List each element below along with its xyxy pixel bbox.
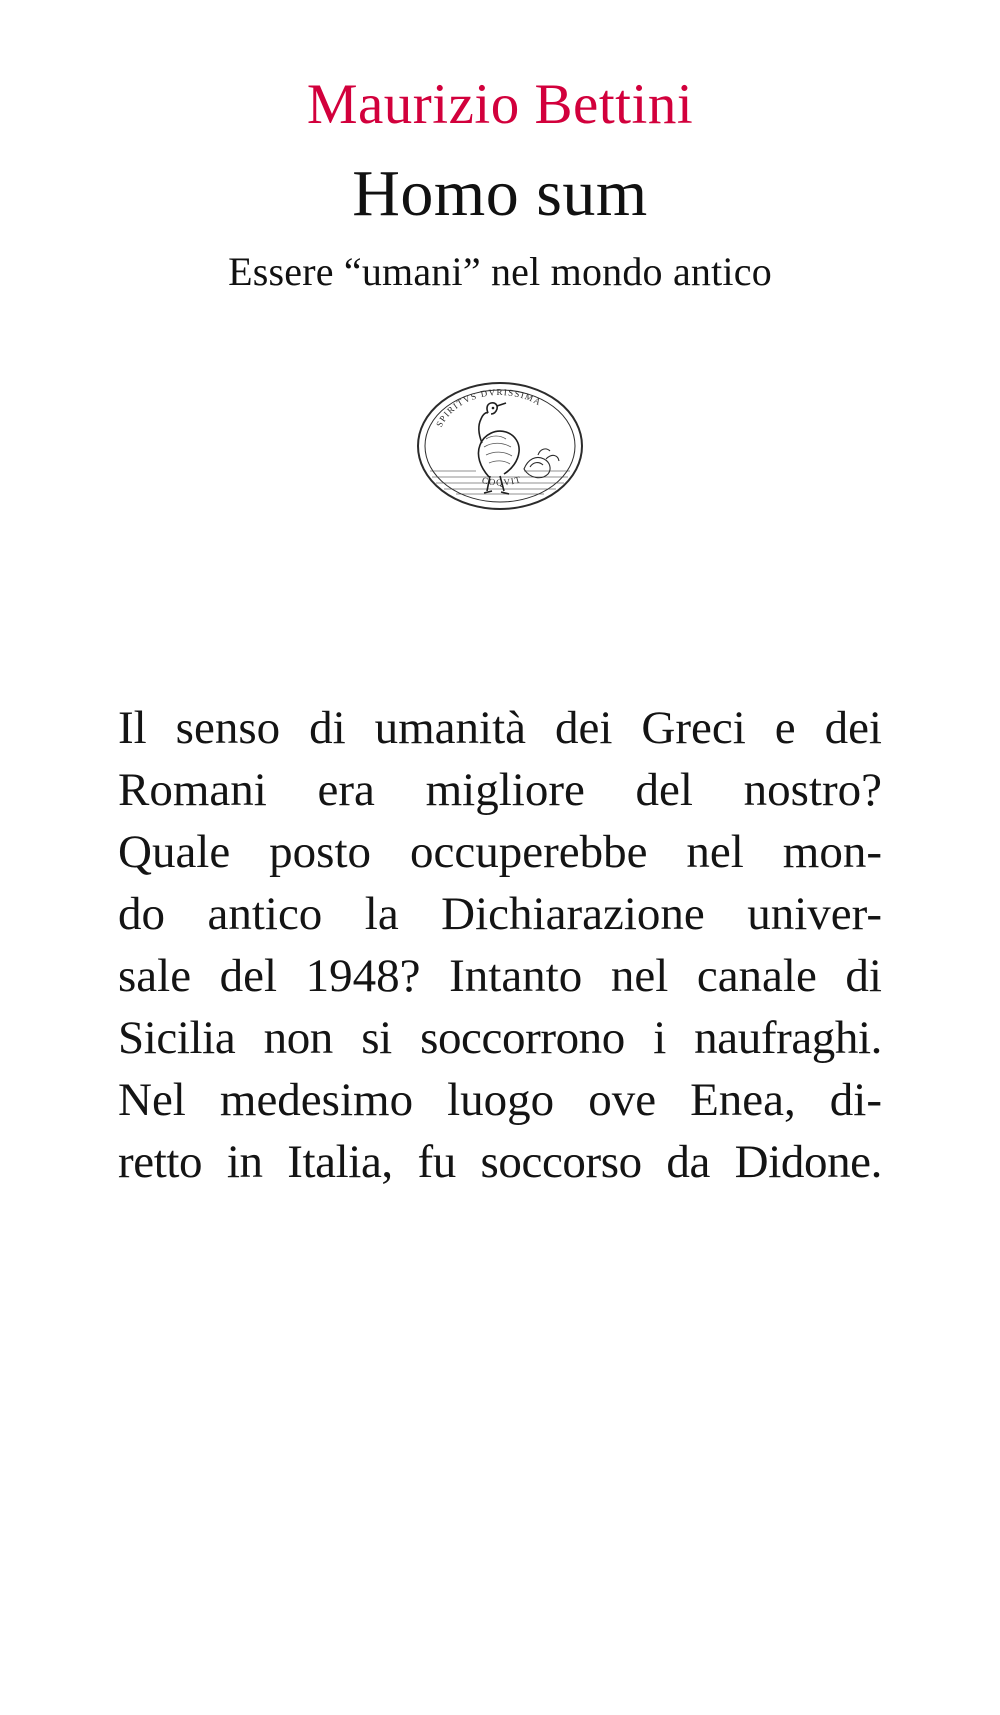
page-title: Homo sum [352, 156, 648, 230]
publisher-emblem-container [0, 381, 1000, 511]
ostrich-emblem-icon [416, 381, 584, 511]
blurb-line: Romani era migliore del nostro? [118, 763, 882, 816]
blurb-line: Nel medesimo luogo ove Enea, di- [118, 1073, 882, 1126]
blurb-line: Quale posto occuperebbe nel mon- [118, 825, 882, 878]
blurb-line: do antico la Dichiarazione univer- [118, 887, 882, 940]
cover-blurb [118, 697, 882, 1193]
blurb-line: Sicilia non si soccorrono i naufraghi. [118, 1011, 882, 1064]
author-name: Maurizio Bettini [306, 73, 694, 136]
blurb-line: Il senso di umanità dei Greci e dei [118, 701, 882, 754]
title-block [0, 0, 1000, 295]
blurb-line: retto in Italia, fu soccorso da Didone. [118, 1135, 882, 1188]
svg-text:SPIRITVS DVRISSIMA: SPIRITVS DVRISSIMA [433, 386, 544, 429]
blurb-line: sale del 1948? Intanto nel canale di [118, 949, 882, 1002]
subtitle: Essere “umani” nel mondo antico [228, 248, 772, 294]
svg-text:COQVIT: COQVIT [481, 473, 523, 487]
